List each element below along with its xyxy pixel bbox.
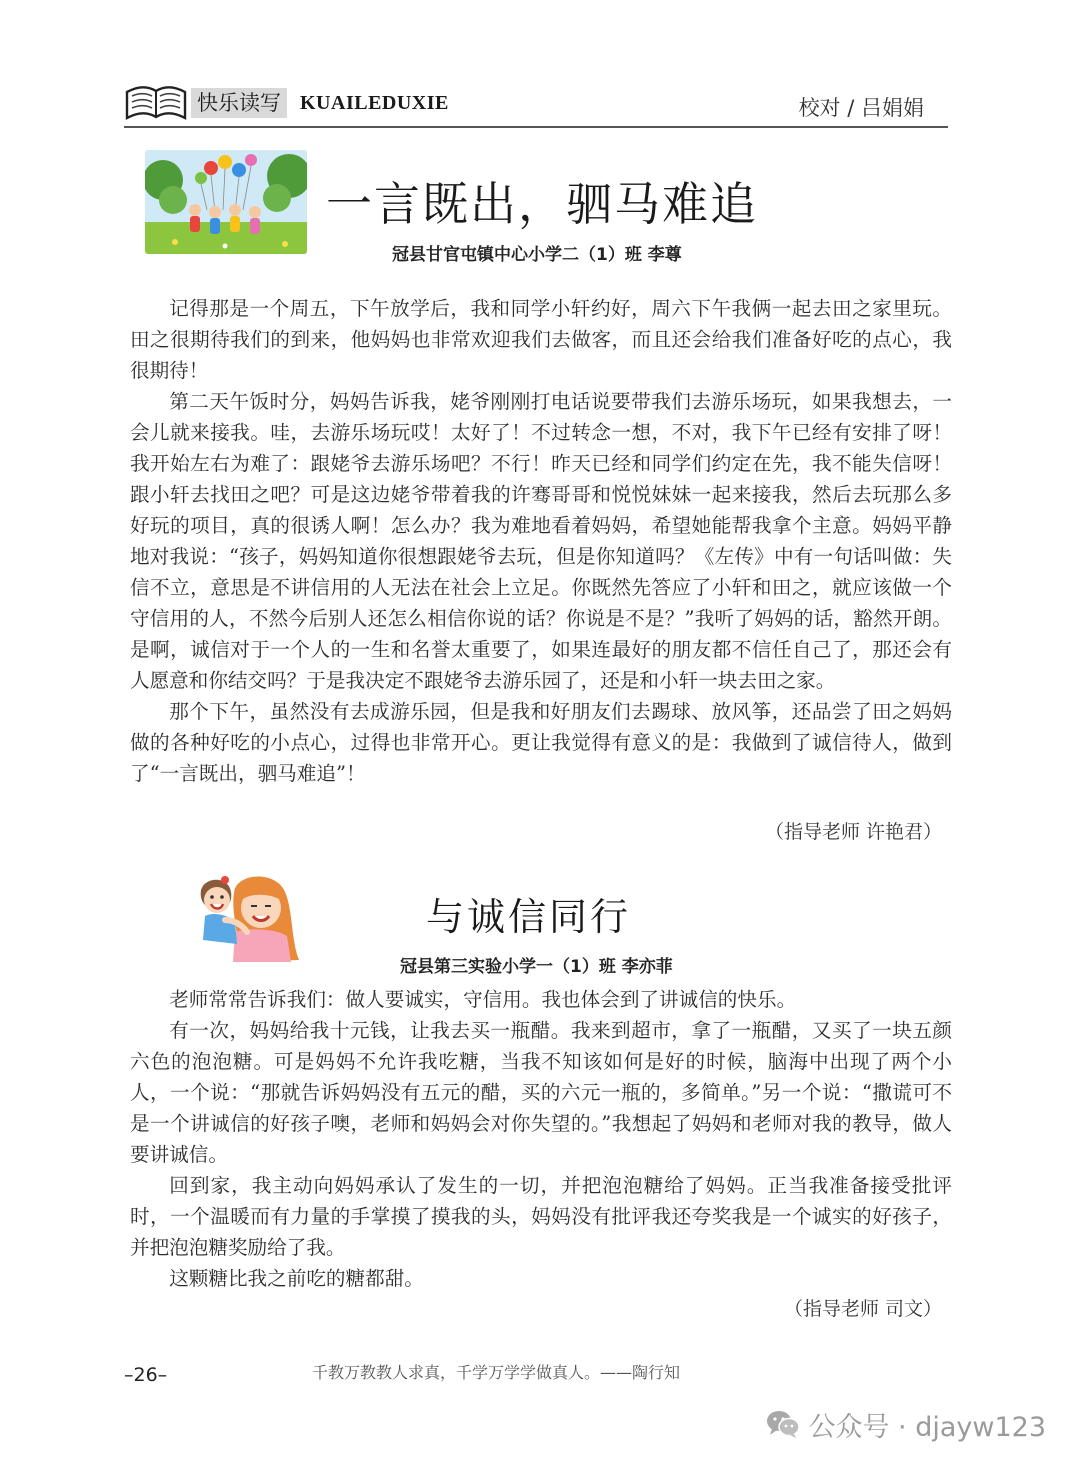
article-2-mentor: （指导老师 司文）	[783, 1298, 942, 1320]
article-2-title: 与诚信同行	[426, 895, 632, 939]
wechat-icon	[766, 1409, 800, 1439]
mother-and-child-illustration	[195, 870, 303, 966]
article-1-paragraph: 记得那是一个周五，下午放学后，我和同学小轩约好，周六下午我俩一起去田之家里玩。田之很期待我们的到来，他妈妈也非常欢迎我们去做客，而且还会给我们准备好吃的点心，我很期待！	[130, 297, 952, 382]
article-1-paragraph: 那个下午，虽然没有去成游乐园，但是我和好朋友们去踢球、放风筝，还品尝了田之妈妈做的各种好吃的小点心，过得也非常开心。更让我觉得有意义的是：我做到了诚信待人，做到了“一言既出，驷马难追”！	[130, 700, 952, 785]
article-2-paragraph: 回到家，我主动向妈妈承认了发生的一切，并把泡泡糖给了妈妈。正当我准备接受批评时，一个温暖而有力量的手掌摸了摸我的头，妈妈没有批评我还夸奖我是一个诚实的好孩子，并把泡泡糖奖励给了我。	[130, 1174, 952, 1259]
article-2-body	[130, 984, 952, 1294]
footer-quote: 千教万教教人求真，千学万学学做真人。——陶行知	[312, 1363, 681, 1382]
article-2-paragraph: 有一次，妈妈给我十元钱，让我去买一瓶醋。我来到超市，拿了一瓶醋，又买了一块五颜六色的泡泡糖。可是妈妈不允许我吃糖，当我不知该如何是好的时候，脑海中出现了两个小人，一个说：“那就告诉妈妈没有五元的醋，买的六元一瓶的，多简单。”另一个说：“撒谎可不是一个讲诚信的好孩子噢，老师和妈妈会对你失望的。”我想起了妈妈和老师对我的教导，做人要讲诚信。	[130, 1019, 952, 1166]
article-2-paragraph: 老师常常告诉我们：做人要诚实，守信用。我也体会到了讲诚信的快乐。	[169, 988, 797, 1011]
article-1-byline: 冠县甘官屯镇中心小学二（1）班 李尊	[392, 245, 682, 265]
header-rule	[124, 126, 948, 128]
proofreader-credit: 校对 / 吕娟娟	[798, 96, 924, 120]
article-1-body	[130, 293, 952, 789]
article-1-title: 一言既出，驷马难追	[326, 177, 758, 231]
children-with-balloons-illustration	[145, 150, 307, 254]
article-1-mentor: （指导老师 许艳君）	[764, 821, 942, 843]
brand-english-label: KUAILEDUXIE	[300, 92, 449, 114]
brand-chinese-label: 快乐读写	[191, 88, 287, 118]
article-2-byline: 冠县第三实验小学一（1）班 李亦菲	[400, 957, 673, 977]
article-2-paragraph: 这颗糖比我之前吃的糖都甜。	[169, 1267, 424, 1290]
article-1-paragraph: 第二天午饭时分，妈妈告诉我，姥爷刚刚打电话说要带我们去游乐场玩，如果我想去，一会儿就来接我。哇，去游乐场玩哎！太好了！不过转念一想，不对，我下午已经有安排了呀！我开始左右为难了：跟姥爷去游乐场吧？不行！昨天已经和同学们约定在先，我不能失信呀！跟小轩去找田之吧？可是这边姥爷带着我的许骞哥哥和悦悦妹妹一起来接我，然后去玩那么多好玩的项目，真的很诱人啊！怎么办？我为难地看着妈妈，希望她能帮我拿个主意。妈妈平静地对我说：“孩子，妈妈知道你很想跟姥爷去玩，但是你知道吗？《左传》中有一句话叫做：失信不立，意思是不讲信用的人无法在社会上立足。你既然先答应了小轩和田之，就应该做一个守信用的人，不然今后别人还怎么相信你说的话？你说是不是？”我听了妈妈的话，豁然开朗。是啊，诚信对于一个人的一生和名誉太重要了，如果连最好的朋友都不信任自己了，那还会有人愿意和你结交吗？于是我决定不跟姥爷去游乐园了，还是和小轩一块去田之家。	[130, 390, 952, 692]
wechat-watermark	[766, 1404, 1046, 1444]
open-book-icon	[124, 82, 188, 122]
page-number: –26–	[124, 1364, 168, 1386]
watermark-text: 公众号 · djayw123	[808, 1411, 1046, 1443]
